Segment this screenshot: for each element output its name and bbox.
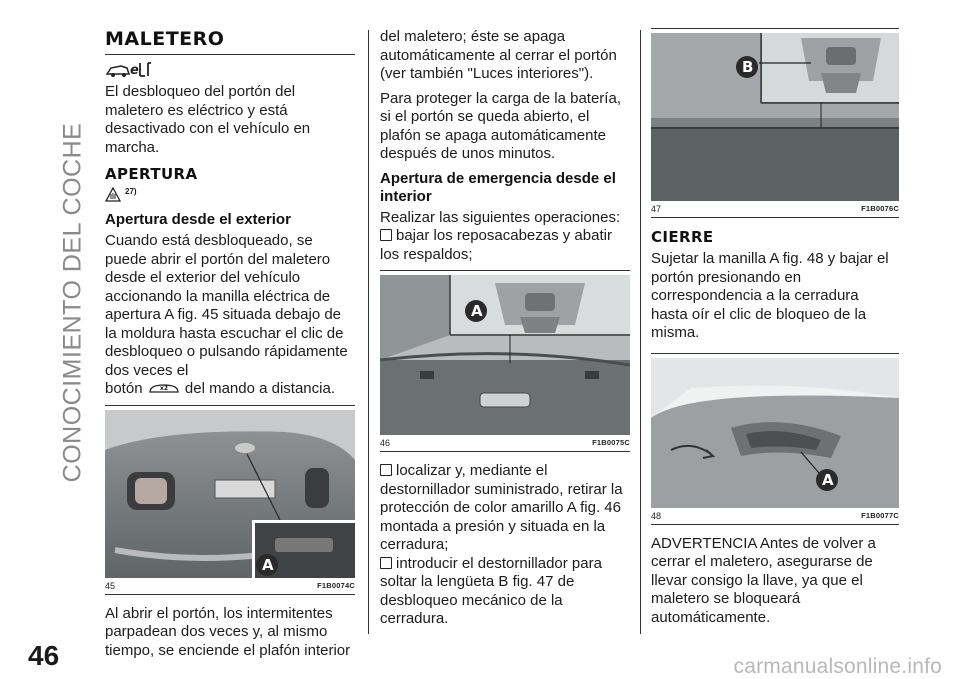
column-3 — [651, 28, 899, 633]
figure-46 — [380, 270, 630, 451]
figure-47-caption — [651, 204, 899, 217]
checkbox-bullet-icon — [380, 557, 392, 569]
figure-45-caption — [105, 581, 355, 594]
section-title-apertura: APERTURA — [105, 165, 198, 183]
figure-46-callout: A — [471, 302, 483, 320]
figure-45-callout: A — [262, 555, 274, 574]
hand-warning-icon — [105, 187, 121, 203]
after-figure-paragraph: Al abrir el portón, los intermitentes parpadean dos veces y, al mismo tiempo, se enciende el plafón interior — [105, 604, 351, 659]
figure-48-number: 48 — [651, 510, 662, 521]
figure-48-code: F1B0077C — [861, 510, 899, 520]
figure-46-caption — [380, 438, 630, 451]
figure-45 — [105, 405, 355, 594]
warning-ref-number: 27) — [125, 187, 137, 196]
figure-45-bottom-rule — [105, 594, 355, 595]
figure-47-bottom-rule — [651, 217, 899, 218]
figure-48-caption — [651, 511, 899, 524]
svg-text:e: e — [130, 63, 139, 78]
sub-heading-emergency: Apertura de emergencia desde el interior — [380, 169, 616, 205]
checkbox-bullet-icon — [380, 229, 392, 241]
figure-45-image — [105, 410, 355, 578]
figure-48-image — [651, 358, 899, 508]
figure-47-image — [651, 33, 899, 201]
column-1 — [105, 28, 355, 666]
figure-48-callout: A — [822, 470, 834, 489]
figure-47-number: 47 — [651, 204, 662, 214]
figure-47-callout: B — [742, 58, 754, 76]
column-2 — [380, 28, 630, 635]
step-1: bajar los reposacabezas y abatir los respaldos; — [380, 227, 612, 263]
section-title-cierre: CIERRE — [651, 228, 714, 246]
checkbox-bullet-icon — [380, 464, 392, 476]
figure-48 — [651, 353, 899, 524]
section-title-maletero: MALETERO — [105, 28, 355, 55]
car-lock-icon — [105, 59, 153, 79]
button-instruction-paragraph: botón x2 del mando a distancia. — [105, 380, 335, 397]
column-divider-1 — [368, 30, 369, 634]
figure-47-code: F1B0076C — [861, 204, 899, 213]
svg-text:x2: x2 — [159, 385, 168, 392]
figure-47 — [651, 28, 899, 217]
continuation-paragraph: del maletero; éste se apaga automáticamente al cerrar el portón (ver también "Luces interiores"). — [380, 28, 617, 82]
column-divider-2 — [640, 30, 641, 634]
warning-reference — [105, 187, 355, 205]
figure-46-image — [380, 275, 630, 435]
watermark: carmanualsonline.info — [733, 655, 942, 678]
step-2: localizar y, mediante el destornillador suministrado, retirar la protección de color amarillo A fig. 46 montada a presión y situada en la cerradura; — [380, 462, 623, 553]
step-3: introducir el destornillador para soltar la lengüeta B fig. 47 de desbloqueo mecánico de la cerradura. — [380, 554, 602, 627]
closing-paragraph: Sujetar la manilla A fig. 48 y bajar el portón presionando en correspondencia a la cerradura hasta oír el clic de bloqueo de la misma. — [651, 250, 889, 341]
figure-46-bottom-rule — [380, 451, 630, 452]
battery-paragraph: Para proteger la carga de la batería, si el portón se queda abierto, el plafón se apaga automáticamente después de unos minutos. — [380, 89, 621, 162]
exterior-paragraph: Cuando está desbloqueado, se puede abrir el portón del maletero desde el exterior del vehículo accionando la manilla eléctrica de apertura A fig. 45 situada debajo de la moldura hasta escuchar el clic de desbloqueo o pulsando rápidamente dos veces el — [105, 232, 348, 379]
figure-45-number: 45 — [105, 580, 116, 591]
figure-45-code: F1B0074C — [317, 580, 355, 590]
intro-paragraph: El desbloqueo del portón del maletero es eléctrico y está desactivado con el vehículo en marcha. — [105, 83, 311, 156]
operations-intro: Realizar las siguientes operaciones: — [380, 208, 621, 226]
sub-heading-exterior: Apertura desde el exterior — [105, 211, 291, 228]
page-number: 46 — [28, 640, 60, 671]
warning-paragraph: ADVERTENCIA Antes de volver a cerrar el maletero, asegurarse de llevar consigo la llave, ya que el maletero se bloqueará automáticamente. — [651, 534, 876, 626]
figure-46-code: F1B0075C — [592, 438, 630, 447]
figure-48-bottom-rule — [651, 524, 899, 525]
figure-46-number: 46 — [380, 438, 391, 448]
chapter-side-title: CONOCIMIENTO DEL COCHE — [58, 122, 87, 482]
engine-running-icon-row — [105, 59, 355, 77]
key-fob-button-icon — [147, 380, 181, 396]
